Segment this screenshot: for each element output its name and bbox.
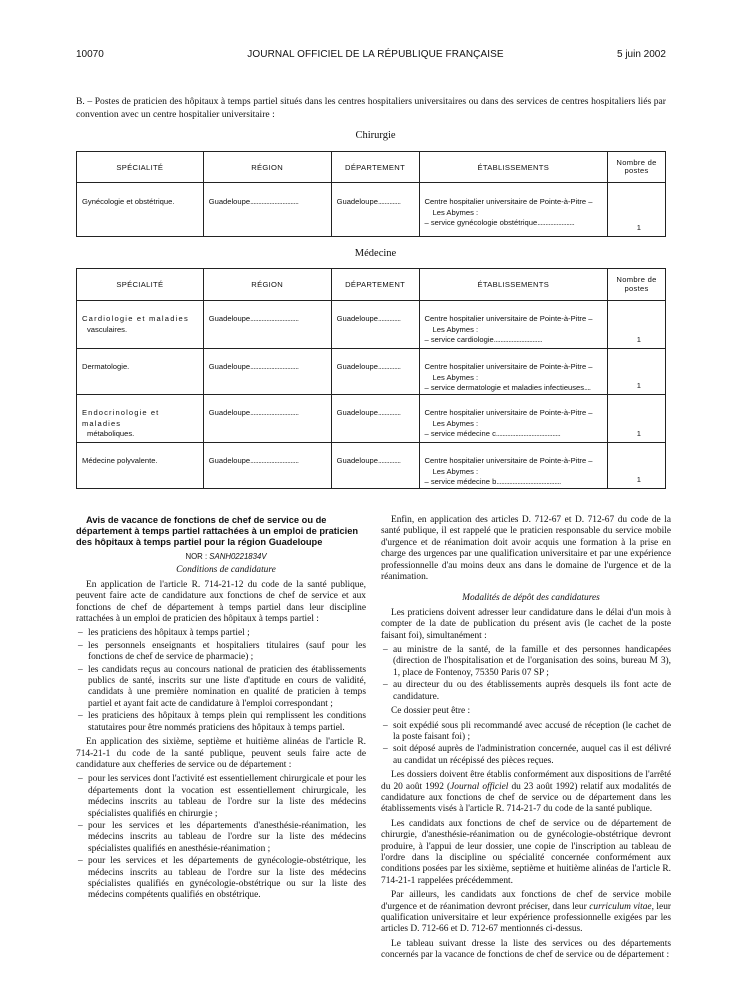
cell-region: Guadeloupe.............................. [203,395,331,443]
cell-specialite: Gynécologie et obstétrique. [77,183,204,237]
cell-nombre: 1 [608,349,666,395]
cell-specialite: Médecine polyvalente. [77,443,204,489]
table-row [77,183,666,237]
table-row [77,349,666,395]
list-item: – pour les services dont l'activité est essentiellement chirurgicale et pour les départements dont la vocation est essentiellement chirurgicale, les médecins inscrits au tableau de l'ordre sur la liste des médecins spécialistes qualifiés en chirurgie ; [76,774,366,820]
cell-departement: Guadeloupe.............. [331,183,419,237]
right-column [381,515,671,965]
paragraph: En application des sixième, septième et huitième alinéas de l'article R. 714-21-1 du code de la santé publique, peuvent seuls faire acte de candidature aux chefferies de service ou de département : [76,737,366,770]
list-item: – les candidats reçus au concours national de praticien des établissements publics de santé, inscrits sur une liste d'aptitude en cours de validité, candidats à une première nomination en qualité de praticien à temps partiel et ayant fait acte de candidature à l'emploi correspondant ; [76,665,366,711]
paragraph: Par ailleurs, les candidats aux fonctions de chef de service mobile d'urgence et de réanimation devront préciser, dans leur curriculum vitae, leur qualification universitaire et leur expérience professionnelle exigées par les articles D. 712-66 et D. 712-67 mentionnés ci-dessus. [381,890,672,935]
submission-list [381,721,671,768]
list-item: – au ministre de la santé, de la famille et des personnes handicapées (direction de l'hospitalisation et de l'organisation des soins, bureau M 3), 1, place de Fontenoy, 75350 Paris 07 SP ; [381,645,671,679]
paragraph: Le tableau suivant dresse la liste des services ou des départements concernés par la vacance de fonctions de chef de service ou de département : [381,938,671,961]
col-etablissements: ÉTABLISSEMENTS [419,269,608,301]
table-header-row [77,152,666,183]
col-nombre-postes: Nombre de postes [608,269,666,301]
col-etablissements: ÉTABLISSEMENTS [419,152,608,183]
table-row [77,395,666,443]
paragraph: Les praticiens doivent adresser leur candidature dans le délai d'un mois à compter de la date de publication du présent avis (le cachet de la poste faisant foi), simultanément : [381,607,671,641]
col-specialite: SPÉCIALITÉ [77,269,204,301]
cell-etablissement: Centre hospitalier universitaire de Pointe-à-Pitre – Les Abymes : – service médecine b........................................ [419,443,608,489]
paragraph: Ce dossier peut être : [391,706,471,717]
cell-departement: Guadeloupe.............. [331,395,419,443]
cell-departement: Guadeloupe.............. [331,301,419,349]
col-region: RÉGION [203,269,331,301]
candidates-list [76,628,366,734]
cell-specialite: Endocrinologie et maladies métaboliques. [77,395,204,443]
cell-specialite: Cardiologie et maladies vasculaires. [77,301,204,349]
page-number: 10070 [76,49,104,60]
cell-departement: Guadeloupe.............. [331,443,419,489]
list-item: – les praticiens des hôpitaux à temps plein qui remplissent les conditions statutaires pour être nommés praticiens des hôpitaux à temps partiel. [76,711,366,734]
cell-specialite: Dermatologie. [77,349,204,395]
table-header-row [77,269,666,301]
nor-reference: NOR : SANH0221834V [185,552,267,561]
cell-departement: Guadeloupe.............. [331,349,419,395]
paragraph: En application de l'article R. 714-21-12 du code de la santé publique, peuvent faire acte de candidature aux fonctions de chef de service et aux fonctions de chef de département à temps partiel dans leur discipline rattachées à un emploi de praticien des hôpitaux à temps partiel : [76,579,366,625]
journal-title: JOURNAL OFFICIEL DE LA RÉPUBLIQUE FRANÇAISE [247,49,504,60]
cell-etablissement: Centre hospitalier universitaire de Pointe-à-Pitre – Les Abymes : – service médecine c........................................ [419,395,608,443]
list-item: – les praticiens des hôpitaux à temps partiel ; [76,628,366,639]
table-medecine [76,268,666,489]
left-column [76,515,366,905]
cell-region: Guadeloupe.............................. [203,443,331,489]
recipients-list [381,645,671,703]
cell-nombre: 1 [608,301,666,349]
col-region: RÉGION [203,152,331,183]
table-chirurgie [76,151,666,237]
cell-region: Guadeloupe.............................. [203,301,331,349]
table-row [77,443,666,489]
notice-title: Avis de vacance de fonctions de chef de service ou de département à temps partiel rattachées à un emploi de praticien des hôpitaux à temps partiel pour la région Guadeloupe [76,515,359,547]
list-item: – soit expédié sous pli recommandé avec accusé de réception (le cachet de la poste faisant foi) ; [381,721,671,744]
cell-nombre: 1 [608,395,666,443]
cell-region: Guadeloupe.............................. [203,349,331,395]
list-item: – soit déposé auprès de l'administration concernée, auquel cas il est délivré au candidat un récépissé des pièces reçues. [381,744,671,767]
section-heading-conditions: Conditions de candidature [176,565,276,576]
cell-etablissement: Centre hospitalier universitaire de Pointe-à-Pitre – Les Abymes : – service gynécologie obstétrique....................... [419,183,608,237]
cell-etablissement: Centre hospitalier universitaire de Pointe-à-Pitre – Les Abymes : – service dermatologie et maladies infectieuses.... [419,349,608,395]
cell-region: Guadeloupe.............................. [203,183,331,237]
paragraph: Les candidats aux fonctions de chef de service ou de département de chirurgie, d'anesthésie-réanimation ou de gynécologie-obstétrique devront produire, à l'appui de leur dossier, une copie de l'inscription au tableau de l'ordre dans la discipline ou spécialité concernée conformément aux conditions posées par les sixième, septième et huitième alinéas de l'article R. 714-21-1 rappelées précédemment. [381,818,671,886]
table-row [77,301,666,349]
table-caption-chirurgie: Chirurgie [355,130,396,141]
section-heading-modalites: Modalités de dépôt des candidatures [462,593,600,604]
list-item: – au directeur du ou des établissements auprès desquels ils font acte de candidature. [381,680,671,703]
col-departement: DÉPARTEMENT [331,269,419,301]
col-nombre-postes: Nombre de postes [608,152,666,183]
specialty-list [76,774,366,901]
paragraph: Les dossiers doivent être établis conformément aux dispositions de l'arrêté du 20 août 1992 (Journal officiel du 23 août 1992) relatif aux modalités de candidature aux fonctions de chef de service ou de département dans les établissements visés à l'article R. 714-21-7 du code de la santé publique. [381,770,671,815]
list-item: – pour les services et les départements d'anesthésie-réanimation, les médecins inscrits au tableau de l'ordre sur la liste des médecins spécialistes qualifiés en anesthésie-réanimation ; [76,821,366,855]
cell-etablissement: Centre hospitalier universitaire de Pointe-à-Pitre – Les Abymes : – service cardiologie.............................. [419,301,608,349]
list-item: – les personnels enseignants et hospitaliers titulaires (sauf pour les fonctions de chef de service de pharmacie) ; [76,641,366,664]
col-specialite: SPÉCIALITÉ [77,152,204,183]
cell-nombre: 1 [608,183,666,237]
col-departement: DÉPARTEMENT [331,152,419,183]
table-caption-medecine: Médecine [354,248,397,259]
issue-date: 5 juin 2002 [617,49,666,60]
section-intro: B. – Postes de praticien des hôpitaux à temps partiel situés dans les centres hospitaliers universitaires ou dans des services de centres hospitaliers liés par convention avec un centre hospitalier universitaire : [76,96,666,120]
list-item: – pour les services et les départements de gynécologie-obstétrique, les médecins inscrits au tableau de l'ordre sur la liste des médecins spécialistes qualifiés en gynécologie-obstétrique ou sur la liste des médecins compétents qualifiés en obstétrique. [76,856,366,902]
cell-nombre: 1 [608,443,666,489]
paragraph: Enfin, en application des articles D. 712-67 et D. 712-67 du code de la santé publique, il est rappelé que le praticien responsable du service mobile d'urgence et de réanimation doit avoir acquis une formation à la prise en charge des urgences par une qualification universitaire et par une expérience professionnelle d'au moins deux ans dans le domaine de l'urgence et de la réanimation. [381,515,671,583]
